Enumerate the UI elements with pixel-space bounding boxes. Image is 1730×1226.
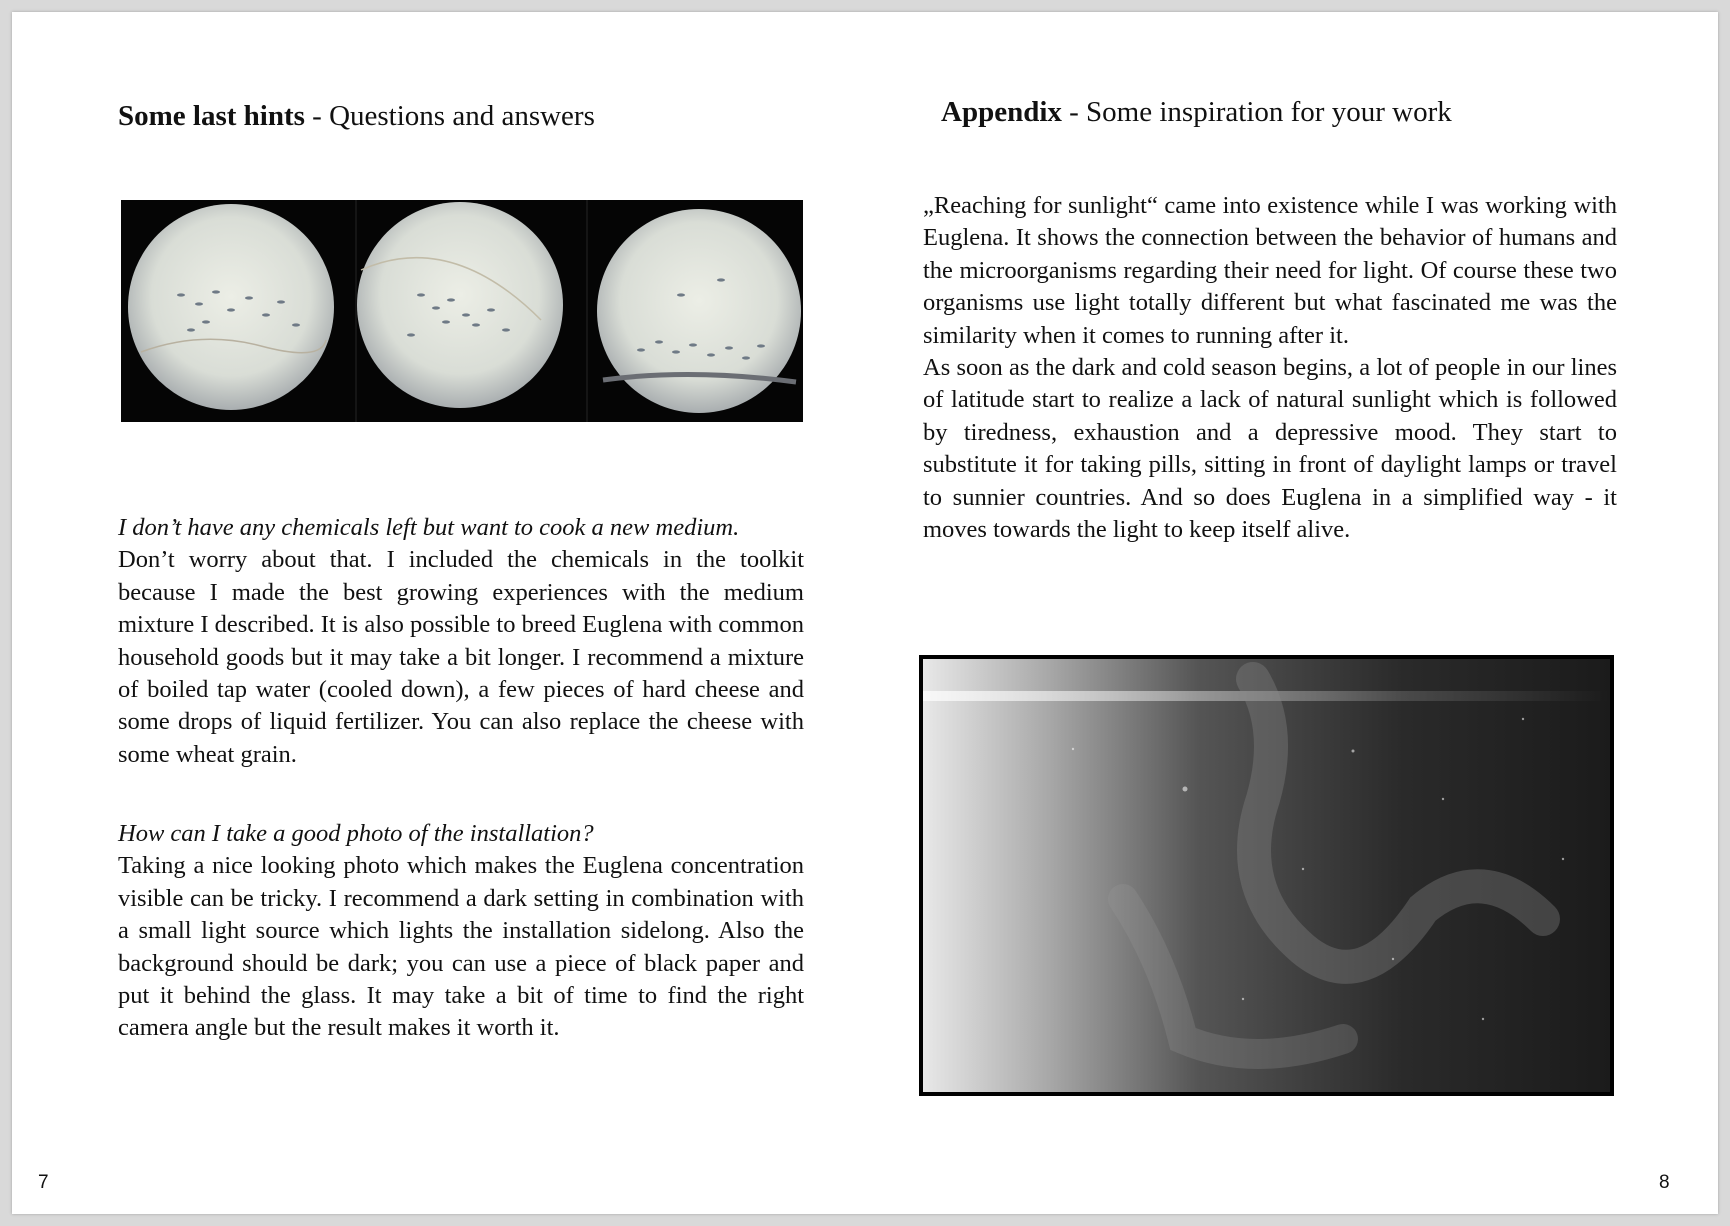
appendix-paragraph-1: „Reaching for sunlight“ came into existence while I was working with Euglena. It shows the connection between the behavior of humans and the microorganisms regarding their need for light. Of course these two organisms use light totally different but what fascinated me was the similarity when it comes to running after it. — [923, 192, 1617, 349]
microscope-disc-2 — [357, 202, 563, 408]
right-heading-bold: Appendix — [941, 96, 1062, 128]
left-page-heading — [118, 98, 595, 134]
page-number-left: 7 — [38, 1172, 49, 1193]
appendix-text — [923, 190, 1617, 546]
document-spread — [12, 12, 1718, 1214]
answer-photo: Taking a nice looking photo which makes the Euglena concentration visible can be tricky. I recommend a dark setting in combination with a small light source which lights the installation sidelong. Also the background should be dark; you can use a piece of black paper and put it behind the glass. It may take a bit of time to find the right camera angle but the result makes it worth it. — [118, 852, 804, 1042]
page-number-right: 8 — [1659, 1172, 1670, 1193]
appendix-paragraph-2: As soon as the dark and cold season begins, a lot of people in our lines of latitude start to realize a lack of natural sunlight which is followed by tiredness, exhaustion and a depressive mood. They start to substitute it for taking pills, sitting in front of daylight lamps or travel to sunnier countries. And so does Euglena in a simplified way - it moves towards the light to keep itself alive. — [923, 354, 1617, 544]
question-medium: I don’t have any chemicals left but want to cook a new medium. — [118, 514, 740, 541]
qa-photo — [118, 818, 804, 1045]
right-heading-rest: - Some inspiration for your work — [1061, 96, 1452, 128]
qa-medium — [118, 512, 804, 771]
installation-photo — [919, 655, 1614, 1096]
question-photo: How can I take a good photo of the installation? — [118, 820, 594, 847]
answer-medium: Don’t worry about that. I included the chemicals in the toolkit because I made the best growing experiences with the medium mixture I described. It is also possible to breed Euglena with common household goods but it may take a bit longer. I recommend a mixture of boiled tap water (cooled down), a few pieces of hard cheese and some drops of liquid fertilizer. You can also replace the cheese with some wheat grain. — [118, 546, 804, 768]
right-page-heading — [941, 94, 1452, 130]
microscope-disc-1 — [128, 204, 334, 410]
left-heading-rest: - Questions and answers — [304, 100, 595, 132]
left-heading-bold: Some last hints — [118, 100, 305, 132]
microscope-images — [121, 200, 803, 422]
microscope-disc-3 — [597, 209, 801, 413]
